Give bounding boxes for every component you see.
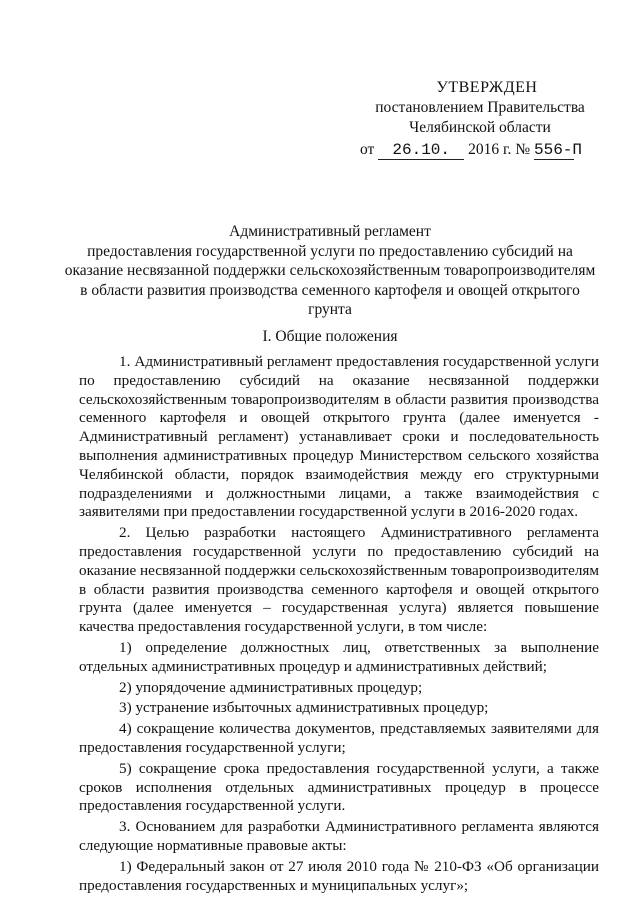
resolution-number: 556-П bbox=[533, 141, 582, 159]
paragraph: 5) сокращение срока предоставления государственной услуги, а также сроков исполнения отдельных административных процедур в процессе предоставления государственной услуги. bbox=[79, 759, 599, 815]
paragraph: 3) устранение избыточных административных процедур; bbox=[119, 699, 489, 717]
paragraph: 1) определение должностных лиц, ответственных за выполнение отдельных административных процедур и административных действий; bbox=[79, 638, 599, 675]
paragraph: 1) Федеральный закон от 27 июля 2010 года № 210-ФЗ «Об организации предоставления государственных и муниципальных услуг»; bbox=[79, 857, 599, 894]
body-text bbox=[79, 353, 599, 897]
title-line-2: предоставления государственной услуги по предоставлению субсидий на bbox=[87, 242, 573, 260]
section-heading: I. Общие положения bbox=[262, 328, 398, 345]
document-title bbox=[60, 222, 600, 320]
title-line-3: оказание несвязанной поддержки сельскохозяйственным товаропроизводителям bbox=[64, 262, 596, 279]
paragraph: 4) сокращение количества документов, представляемых заявителями для предоставления государственной услуги; bbox=[79, 720, 599, 756]
paragraph: 2. Целью разработки настоящего Административного регламента предоставления государственной услуги по предоставлению субсидий на оказание несвязанной поддержки сельскохозяйственным товаропроизводителям в области развития производства семенного картофеля и овощей открытого грунта (далее именуется – государственная услуга) является повышение качества предоставления государственной услуги, в том числе: bbox=[79, 524, 599, 636]
approval-line-resolution: постановлением Правительства bbox=[375, 99, 585, 116]
approval-date-line bbox=[360, 140, 600, 160]
title-line-5: грунта bbox=[308, 301, 352, 318]
title-line-1: Административный регламент bbox=[229, 223, 431, 240]
approved-stamp-text: УТВЕРЖДЕН bbox=[436, 79, 538, 96]
approval-block bbox=[360, 78, 600, 160]
paragraph: 2) упорядочение административных процедур; bbox=[119, 678, 423, 696]
paragraph: 1. Административный регламент предоставления государственной услуги по предоставлению субсидий на оказание несвязанной поддержки сельскохозяйственным товаропроизводителям в области развития производства семенного картофеля и овощей открытого грунта (далее именуется - Административный регламент) устанавливает сроки и последовательность выполнения административных процедур Министерством сельского хозяйства Челябинской области, порядок взаимодействия между его структурными подразделениями и должностными лицами, а также взаимодействия с заявителями при предоставлении государственной услуги в 2016-2020 годах. bbox=[79, 353, 599, 521]
date-prefix: от bbox=[360, 141, 375, 158]
paragraph: 3. Основанием для разработки Административного регламента являются следующие нормативные правовые акты: bbox=[79, 818, 599, 854]
title-line-4: в области развития производства семенного картофеля и овощей открытого bbox=[80, 281, 580, 299]
approval-line-region: Челябинской области bbox=[409, 119, 551, 136]
resolution-year: 2016 г. bbox=[468, 141, 512, 158]
number-sign: № bbox=[515, 141, 531, 158]
resolution-date: 26.10. bbox=[378, 142, 464, 160]
